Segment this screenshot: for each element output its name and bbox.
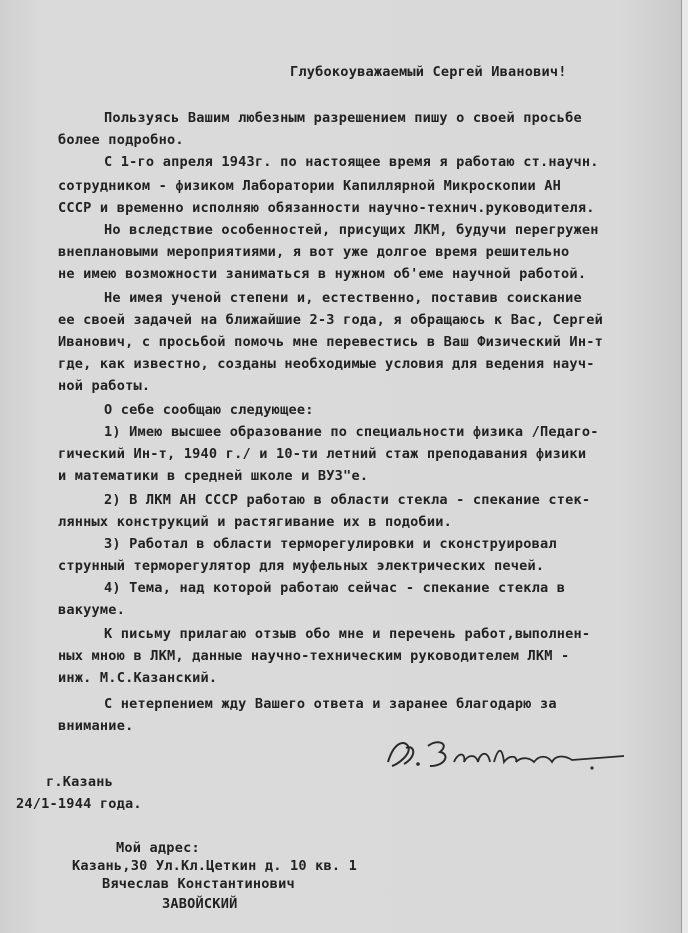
body-line: сотрудником - физиком Лаборатории Капиллярной Микроскопии АН [58,178,562,194]
salutation: Глубокоуважаемый Сергей Иванович! [290,64,567,80]
body-line: и математики в средней школе и ВУЗ"е. [58,468,369,484]
address: Казань,30 Ул.Кл.Цеткин д. 10 кв. 1 [72,858,358,874]
body-line: внимание. [58,718,134,734]
body-line: ных мною в ЛКМ, данные научно-техническим руководителем ЛКМ - [58,648,570,664]
body-line: Но вследствие особенностей, присущих ЛКМ, будучи перегружен [104,222,599,238]
page-edge [681,0,688,933]
body-line: лянных конструкций и растягивание их в подобии. [58,514,453,530]
body-line: С нетерпением жду Вашего ответа и заранее благодарю за [104,696,557,712]
body-line: 1) Имею высшее образование по специальности физика /Педаго- [104,424,599,440]
body-line: Не имея ученой степени и, естественно, поставив соискание [104,290,582,306]
body-line: ее своей задачей на ближайшие 2-3 года, я обращаюсь к Вас, Сергей [58,312,603,328]
body-line: 3) Работал в области терморегулировки и сконструировал [104,536,557,552]
body-line: Иванович, с просьбой помочь мне перевестись в Ваш Физический Ин-т [58,334,603,350]
body-line: где, как известно, созданы необходимые условия для ведения науч- [58,356,595,372]
body-line: О себе сообщаю следующее: [104,402,314,418]
place: г.Казань [46,774,114,790]
body-line: Пользуясь Вашим любезным разрешением пишу о своей просьбе [104,110,582,126]
body-line: С 1-го апреля 1943г. по настоящее время я работаю ст.научн. [104,154,599,170]
body-line: струнный терморегулятор для муфельных электрических печей. [58,558,545,574]
body-line: 2) В ЛКМ АН СССР работаю в области стекла - спекание стек- [104,492,591,508]
body-line: инж. М.С.Казанский. [58,670,218,686]
body-line: внеплановыми мероприятиями, я вот уже долгое время решительно [58,244,570,260]
body-line: не имею возможности заниматься в нужном об'еме научной работой. [58,266,587,282]
body-line: 4) Тема, над которой работаю сейчас - спекание стекла в [104,580,566,596]
body-line: более подробно. [58,132,184,148]
body-line: К письму прилагаю отзыв обо мне и перечень работ,выполнен- [104,626,591,642]
address-label: Мой адрес: [116,840,200,856]
sender-name: Вячеслав Константинович [102,876,295,892]
body-line: ной работы. [58,378,151,394]
date: 24/1-1944 года. [16,796,142,812]
body-line: гический Ин-т, 1940 г./ и 10-ти летний стаж преподавания физики [58,446,587,462]
sender-surname: ЗАВОЙСКИЙ [162,896,238,912]
signature-drawing [384,734,634,774]
body-line: вакууме. [58,602,126,618]
body-line: СССР и временно исполняю обязанности научно-технич.руководителя. [58,200,595,216]
signature [384,734,634,774]
